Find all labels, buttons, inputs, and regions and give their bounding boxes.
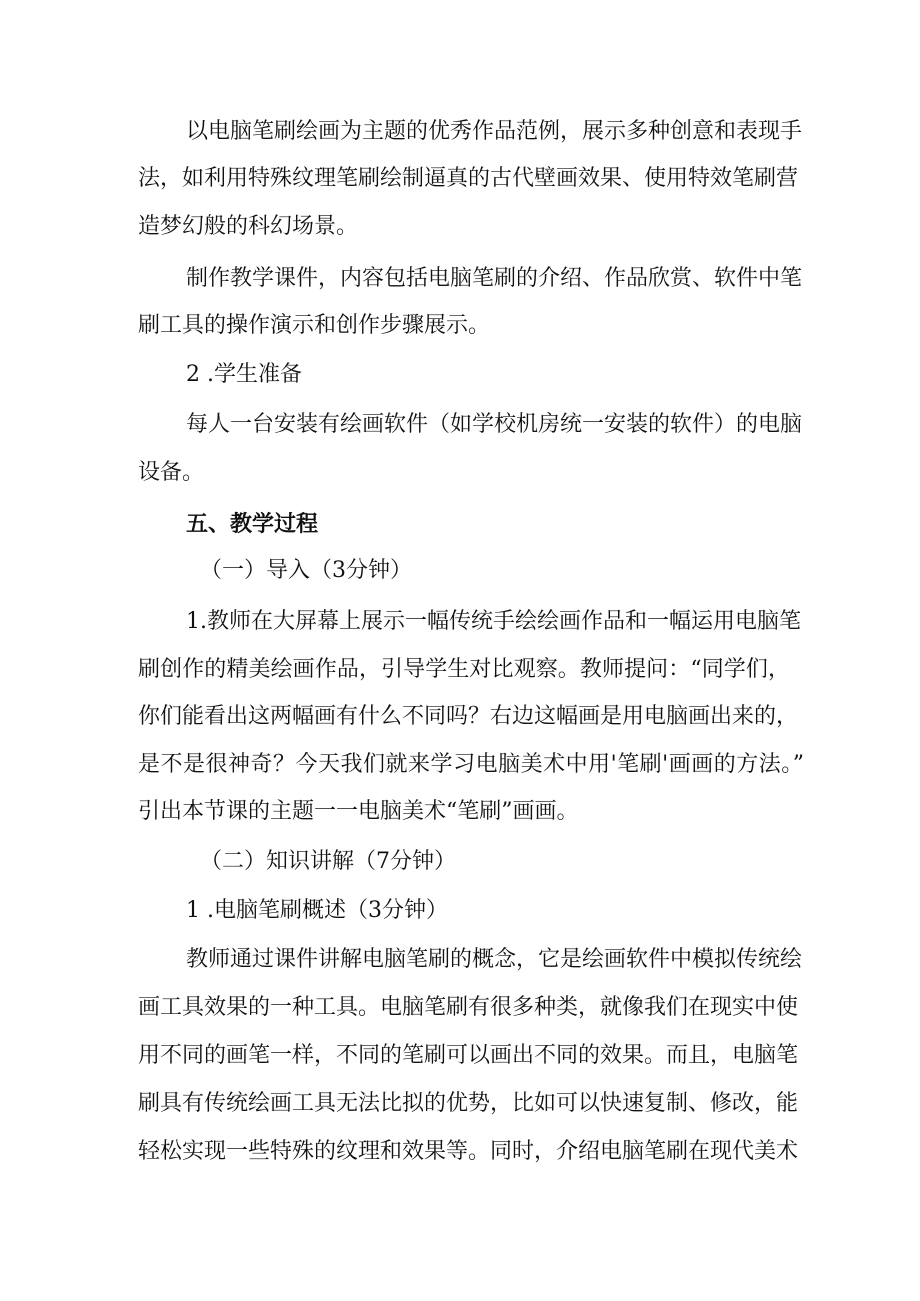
line-text: 每人一台安装有绘画软件（如学校机房统一安装的软件）的电脑 xyxy=(186,412,803,437)
line-text: 用不同的画笔一样，不同的笔刷可以画出不同的效果。而且，电脑笔 xyxy=(138,1043,799,1068)
line-text: 刷工具的操作演示和创作步骤展示。 xyxy=(138,313,491,338)
line-text: 轻松实现一些特殊的纹理和效果等。同时，介绍电脑笔刷在现代美术 xyxy=(138,1139,799,1164)
line-text: 刷创作的精美绘画作品，引导学生对比观察。教师提问：“同学们， xyxy=(138,657,790,682)
line-text: 1.教师在大屏幕上展示一幅传统手绘绘画作品和一幅运用电脑笔 xyxy=(186,609,801,634)
line-text: （二）知识讲解（7分钟） xyxy=(200,849,456,874)
line-text: 造梦幻般的科幻场景。 xyxy=(138,214,359,239)
line-text: 刷具有传统绘画工具无法比拟的优势，比如可以快速复制、修改，能 xyxy=(138,1091,799,1116)
line-text: 引出本节课的主题一一电脑美术“笔刷”画画。 xyxy=(138,799,579,824)
line-text: 2 .学生准备 xyxy=(186,362,302,387)
line-text: 你们能看出这两幅画有什么不同吗？右边这幅画是用电脑画出来的， xyxy=(138,704,799,729)
line-text: （一）导入（3分钟） xyxy=(200,558,412,583)
line-text: 画工具效果的一种工具。电脑笔刷有很多种类，就像我们在现实中使 xyxy=(138,995,799,1020)
line-text: 法，如利用特殊纹理笔刷绘制逼真的古代壁画效果、使用特效笔刷营 xyxy=(138,166,799,191)
line-text: 制作教学课件，内容包括电脑笔刷的介绍、作品欣赏、软件中笔 xyxy=(186,266,803,291)
line-text: 设备。 xyxy=(138,460,205,485)
line-text: 五、教学过程 xyxy=(186,511,319,537)
line-text: 以电脑笔刷绘画为主题的优秀作品范例，展示多种创意和表现手 xyxy=(186,119,803,144)
line-text: 教师通过课件讲解电脑笔刷的概念，它是绘画软件中模拟传统绘 xyxy=(186,947,803,972)
line-text: 是不是很神奇？今天我们就来学习电脑美术中用'笔刷'画画的方法。” xyxy=(138,752,804,777)
line-text: 1 .电脑笔刷概述（3分钟） xyxy=(186,898,448,923)
